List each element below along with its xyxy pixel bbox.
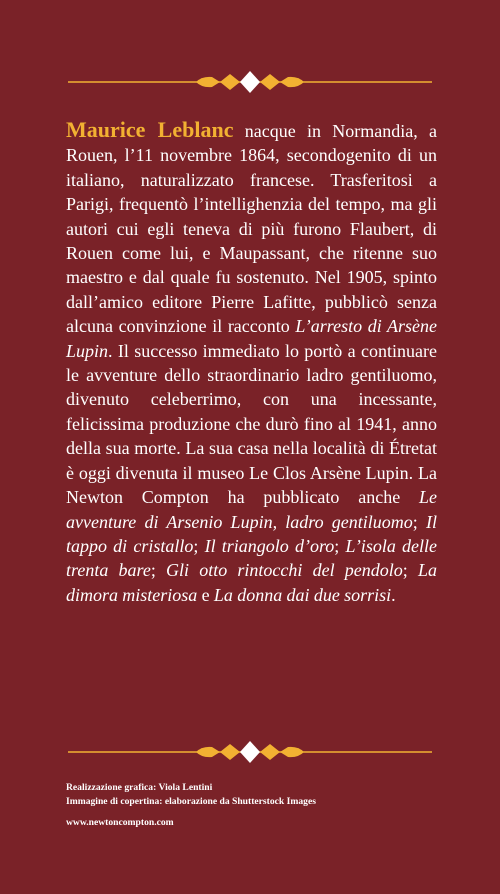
separator: ; bbox=[193, 535, 205, 556]
book-title-6: Gli otto rintocchi del pendolo bbox=[166, 560, 403, 581]
credits bbox=[66, 781, 316, 830]
book-title-4: Il triangolo d’oro bbox=[204, 535, 335, 556]
separator: ; bbox=[150, 560, 167, 581]
final-period: . bbox=[391, 584, 396, 605]
bio-text-2: . Il successo immediato lo portò a continuare le avventure dello straordinario ladro gentiluomo, divenuto celeberrimo, con una incessante, felicissima produzione che durò fino al 1941, anno della sua morte. La sua casa nella località di Étretat è oggi divenuta il museo Le Clos Arsène Lupin. La Newton Compton ha pubblicato anche bbox=[66, 340, 437, 508]
book-title-1: L’arresto di Arsène Lupin bbox=[66, 316, 437, 361]
separator: ; bbox=[402, 560, 418, 581]
top-divider-ornament bbox=[0, 70, 500, 94]
book-title-2: Le avventure di Arsenio Lupin, ladro gentiluomo bbox=[66, 487, 437, 532]
publisher-website: www.newtoncompton.com bbox=[66, 817, 174, 828]
conjunction: e bbox=[197, 584, 214, 605]
design-credit: Realizzazione grafica: Viola Lentini bbox=[66, 782, 213, 793]
cover-credit: Immagine di copertina: elaborazione da Shutterstock Images bbox=[66, 795, 316, 807]
bottom-divider-ornament bbox=[0, 740, 500, 764]
book-title-7: La dimora misteriosa bbox=[66, 560, 437, 605]
separator: ; bbox=[334, 535, 346, 556]
author-name: Maurice Leblanc bbox=[66, 117, 234, 142]
book-title-8: La donna dai due sorrisi bbox=[213, 584, 392, 605]
separator: ; bbox=[412, 511, 426, 532]
book-title-3: Il tappo di cristallo bbox=[66, 511, 437, 556]
author-biography bbox=[66, 118, 437, 607]
book-title-5: L’isola delle trenta bare bbox=[66, 535, 437, 581]
bio-text-1: nacque in Normandia, a Rouen, l’11 novembre 1864, secondogenito di un italiano, naturalizzato francese. Trasferitosi a Parigi, frequentò l’intellighenzia del tempo, ma gli autori cui egli teneva di più furono Flaubert, di Rouen come lui, e Maupassant, che ritenne suo maestro e dal quale fu sostenuto. Nel 1905, spinto dall’amico editore Pierre Lafitte, pubblicò senza alcuna convinzione il racconto bbox=[66, 121, 437, 337]
